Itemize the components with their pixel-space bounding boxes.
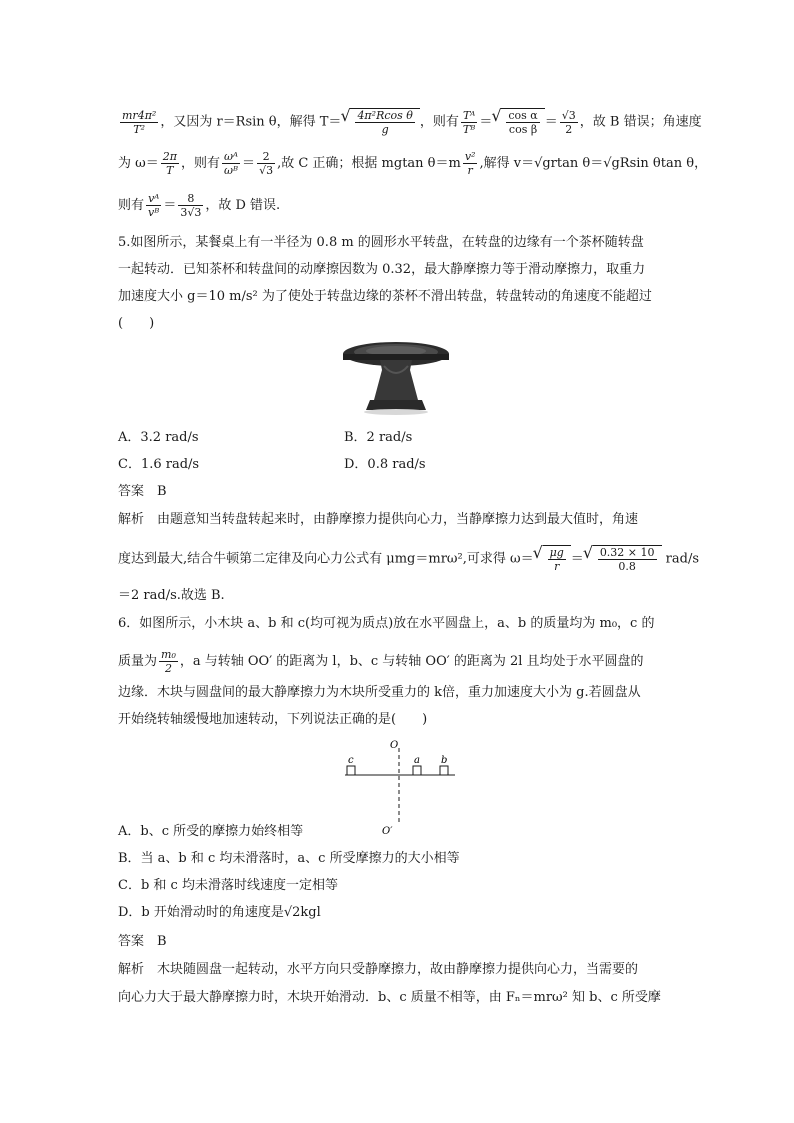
- solution-line-1: $\frac{\text{mr4π²}}{\text{T²}}$ ，又因为 r＝Rsin θ，解得 T＝ √ $\frac{\text{4π²Rcos θ}}{g}$ ，则有 $\frac{\text{Tᴬ}}{\text{Tᴮ}}$ ＝ √ $\frac{\text{cos α}}{\text{cos β}}$ ＝ $\frac{√3}{2}$ ，故 B 错误；角速度: [118, 108, 678, 136]
- table-pedestal: [374, 360, 418, 400]
- fraction: $\frac{\text{mr4π²}}{\text{T²}}$: [122, 108, 157, 136]
- block-c: [347, 766, 355, 775]
- question-6-text: 6．如图所示，小木块 a、b 和 c(均可视为质点)放在水平圆盘上，a、b 的质量均为 m₀，c 的: [118, 616, 655, 631]
- question-6-text: 开始绕转轴缓慢地加速转动，下列说法正确的是( ): [118, 712, 428, 727]
- block-b: [440, 766, 448, 775]
- question-5-text: 5.如图所示，某餐桌上有一半径为 0.8 m 的圆形水平转盘，在转盘的边缘有一个茶杯随转盘: [118, 235, 644, 250]
- table-edge: [343, 354, 449, 360]
- option-c[interactable]: C．b 和 c 均未滑落时线速度一定相等: [118, 878, 338, 893]
- label-b: b: [441, 755, 448, 766]
- option-b[interactable]: B．当 a、b 和 c 均未滑落时，a、c 所受摩擦力的大小相等: [118, 851, 460, 866]
- analysis-6-text: 解析 木块随圆盘一起转动，水平方向只受静摩擦力，故由静摩擦力提供向心力，当需要的: [118, 962, 639, 977]
- label-a: a: [414, 755, 420, 766]
- block-a: [413, 766, 421, 775]
- analysis-5-text: 解析 由题意知当转盘转起来时，由静摩擦力提供向心力，当静摩擦力达到最大值时，角速: [118, 512, 639, 527]
- solution-line-3: 则有 $\frac{\text{vᴬ}}{\text{vᴮ}}$ ＝ $\frac{8}{3√3}$ ，故 D 错误.: [118, 192, 281, 219]
- question-5-text: 一起转动．已知茶杯和转盘间的动摩擦因数为 0.32，最大静摩擦力等于滑动摩擦力，取重力: [118, 262, 646, 277]
- rotating-table-figure: [340, 340, 452, 418]
- label-o-prime: O′: [382, 826, 393, 837]
- analysis-6-text: 向心力大于最大静摩擦力时，木块开始滑动．b、c 质量不相等，由 Fₙ＝mrω² 知 b、c 所受摩: [118, 990, 661, 1005]
- answer-6: 答案 B: [118, 934, 167, 949]
- question-6-text: 质量为 $\frac{\text{m₀}}{2}$ ，a 与转轴 OO′ 的距离为 l，b、c 与转轴 OO′ 的距离为 2l 且均处于水平圆盘的: [118, 648, 644, 675]
- question-6-text: 边缘．木块与圆盘间的最大静摩擦力为木块所受重力的 k倍，重力加速度大小为 g.若圆盘从: [118, 685, 641, 700]
- label-o: O: [390, 740, 399, 751]
- solution-line-2: 为 ω＝ $\frac{2\pi}{T}$ ，则有 $\frac{\text{ωᴬ}}{\text{ωᴮ}}$ ＝ $\frac{2}{√3}$ ,故 C 正确；根据 mgtan θ＝m $\frac{\text{v²}}{r}$ ,解得 v＝√grtan θ＝√gRsin θtan θ，: [118, 150, 708, 177]
- question-5-blank: ( ): [118, 316, 155, 331]
- option-d[interactable]: D．b 开始滑动时的角速度是√2kgl: [118, 905, 321, 920]
- analysis-5-text: 度达到最大,结合牛顿第二定律及向心力公式有 μmg＝mrω²,可求得 ω＝ √ $\frac{\mu g}{r}$ ＝ √ $\frac{0.32 \times 10}{0.8}$ rad/s: [118, 545, 678, 573]
- table-base: [366, 400, 426, 410]
- label-c: c: [348, 755, 354, 766]
- option-a[interactable]: A．3.2 rad/s: [118, 430, 199, 445]
- option-a[interactable]: A．b、c 所受的摩擦力始终相等: [118, 824, 304, 839]
- option-c[interactable]: C．1.6 rad/s: [118, 457, 200, 472]
- option-d[interactable]: D．0.8 rad/s: [344, 457, 426, 472]
- analysis-5-text: ＝2 rad/s.故选 B.: [118, 588, 225, 603]
- question-5-text: 加速度大小 g＝10 m/s² 为了使处于转盘边缘的茶杯不滑出转盘，转盘转动的角速度不能超过: [118, 289, 652, 304]
- option-b[interactable]: B．2 rad/s: [344, 430, 413, 445]
- sqrt-expression: √ $\frac{\text{4π²Rcos θ}}{g}$: [350, 108, 419, 136]
- answer-5: 答案 B: [118, 484, 167, 499]
